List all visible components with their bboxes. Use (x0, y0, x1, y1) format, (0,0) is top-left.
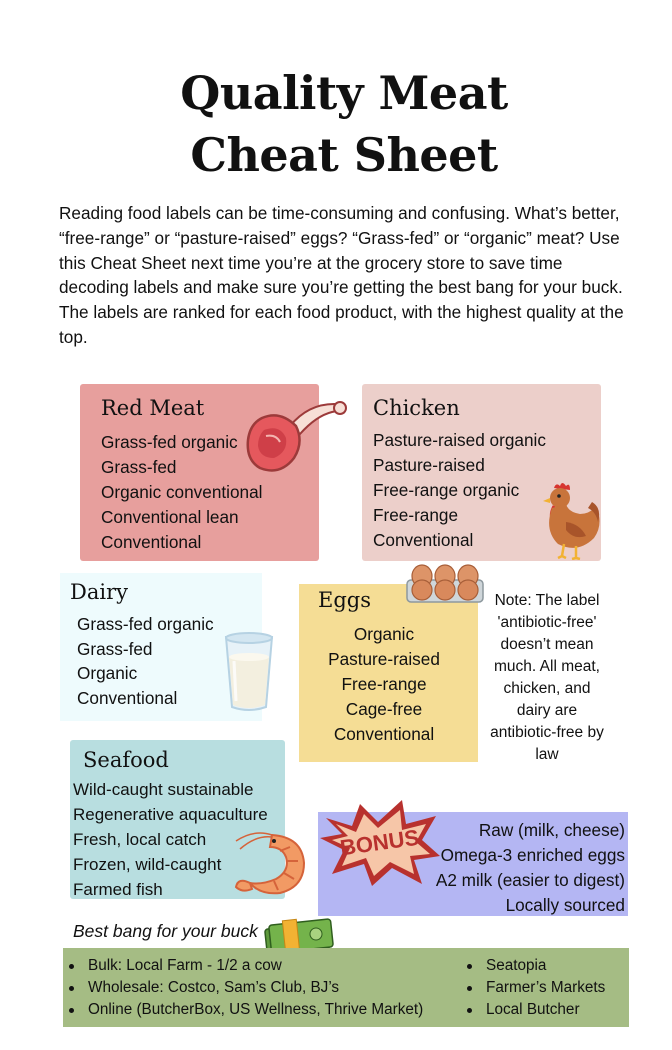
list-item: Grass-fed (101, 457, 177, 477)
list-item: Local Butcher (461, 999, 605, 1021)
list-item: Pasture-raised (328, 649, 440, 669)
eggs-list (299, 622, 469, 747)
list-item: Pasture-raised organic (373, 430, 546, 450)
list-item: Pasture-raised (373, 455, 485, 475)
list-item: Omega-3 enriched eggs (440, 845, 625, 865)
bonus-badge-icon (318, 800, 442, 886)
list-item: Free-range organic (373, 480, 520, 500)
list-item: Raw (milk, cheese) (478, 820, 625, 840)
best-bang-label: Best bang for your buck (73, 921, 258, 941)
chicken-icon (540, 478, 604, 560)
list-item: Cage-free (345, 699, 423, 719)
steak-icon (244, 396, 350, 478)
list-item: Organic (77, 663, 138, 684)
eggs-card (299, 584, 478, 762)
list-item: Organic conventional (101, 482, 263, 502)
list-item: Grass-fed (77, 638, 153, 659)
red-meat-list (101, 430, 262, 555)
egg-carton-icon (405, 562, 485, 608)
list-item: Bulk: Local Farm - 1/2 a cow (63, 955, 423, 977)
intro-paragraph: Reading food labels can be time-consuming and confusing. What’s better, “free-range” or “pasture-raised” eggs? “Grass-fed” or “organic” meat? Use this Cheat Sheet next time you’re at the grocery store to save time decoding labels and make sure you’re getting the best bang for your buck. The labels are ranked for each food product, with the highest quality at the top. (59, 203, 624, 347)
title-line-1: Quality Meat (180, 66, 508, 120)
list-item: Conventional (101, 532, 202, 552)
list-item: Organic (353, 624, 415, 644)
best-bang-left-list (63, 955, 423, 1021)
milk-glass-icon (222, 631, 276, 713)
list-item: Conventional lean (101, 507, 239, 527)
red-meat-heading: Red Meat (101, 396, 205, 420)
list-item: Wild-caught sustainable (73, 780, 254, 799)
list-item: Conventional (373, 530, 474, 550)
chicken-heading: Chicken (373, 396, 460, 420)
list-item: Wholesale: Costco, Sam’s Club, BJ’s (63, 977, 423, 999)
list-item: Locally sourced (505, 895, 625, 915)
dairy-heading: Dairy (70, 580, 128, 604)
list-item: Seatopia (461, 955, 605, 977)
list-item: Frozen, wild-caught (73, 855, 222, 874)
list-item: Online (ButcherBox, US Wellness, Thrive Market) (63, 999, 423, 1021)
list-item: Grass-fed organic (101, 432, 238, 452)
shrimp-icon (232, 827, 312, 897)
bonus-list (436, 818, 625, 918)
seafood-heading: Seafood (83, 748, 169, 772)
list-item: Free-range (341, 674, 427, 694)
list-item: Conventional (333, 724, 435, 744)
list-item: Fresh, local catch (73, 830, 207, 849)
bonus-badge-text: BONUS (338, 824, 421, 861)
dairy-list (77, 612, 214, 711)
antibiotic-note: Note: The label 'antibiotic-free' doesn’t mean much. All meat, chicken, and dairy are antibiotic-free by law (490, 592, 604, 763)
best-bang-card (63, 948, 629, 1027)
page-title (0, 62, 672, 186)
title-line-2: Cheat Sheet (190, 128, 498, 182)
list-item: Regenerative aquaculture (73, 805, 268, 824)
list-item: Farmer’s Markets (461, 977, 605, 999)
chicken-list (373, 428, 546, 553)
list-item: Conventional (77, 688, 178, 709)
list-item: Grass-fed organic (77, 614, 214, 634)
best-bang-right-list (461, 955, 605, 1021)
list-item: Free-range (373, 505, 459, 525)
list-item: A2 milk (easier to digest) (435, 870, 625, 890)
eggs-heading: Eggs (318, 588, 371, 612)
list-item: Farmed fish (73, 880, 163, 899)
